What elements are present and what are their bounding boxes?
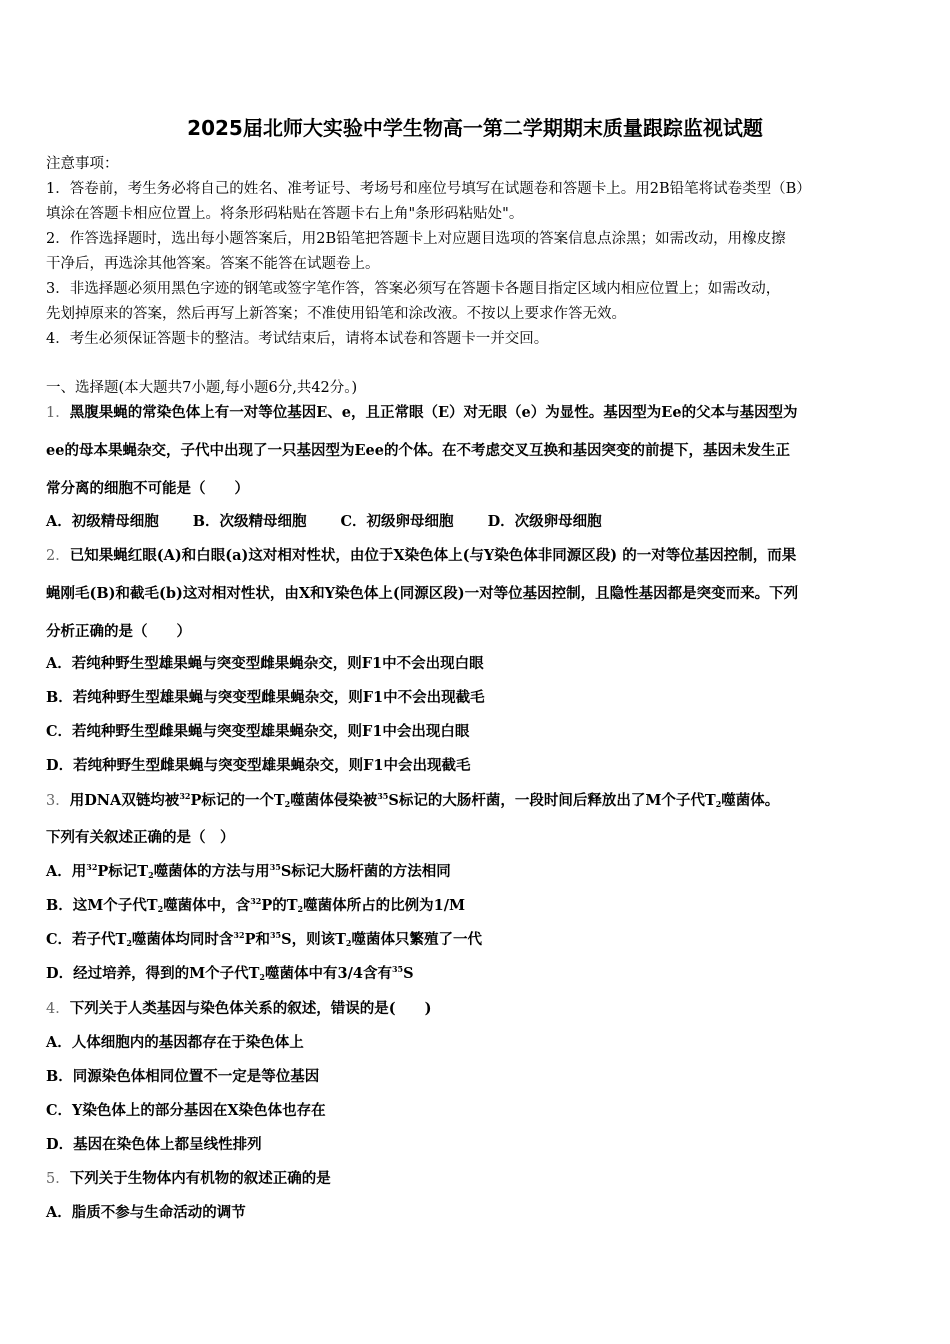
note-line: 2．作答选择题时，选出每小题答案后，用2B铅笔把答题卡上对应题目选项的答案信息点涂黑；如需改动，用橡皮擦 — [46, 231, 786, 247]
question-number: 3． — [46, 793, 70, 809]
text-part: C．若子代T — [46, 931, 127, 948]
isotope-sup: 32 — [250, 896, 262, 906]
question-text: 已知果蝇红眼(A)和白眼(a)这对相对性状，由位于X染色体上(与Y染色体非同源区段) 的一对等位基因控制，而果 — [69, 547, 797, 564]
exam-title: 2025届北师大实验中学生物高一第二学期期末质量跟踪监视试题 — [187, 116, 763, 140]
note-line: 3．非选择题必须用黑色字迹的钢笔或签字笔作答，答案必须写在答题卡各题目指定区域内相应位置上；如需改动， — [46, 281, 781, 297]
question-number: 5． — [46, 1171, 70, 1187]
note-line: 干净后，再选涂其他答案。答案不能答在试题卷上。 — [46, 256, 380, 272]
question-4-line — [46, 997, 916, 1018]
option-d[interactable]: D．基因在染色体上都呈线性排列 — [46, 1136, 262, 1153]
text-part: 噬菌体均同时含 — [131, 931, 234, 948]
question-text: 黑腹果蝇的常染色体上有一对等位基因E、e，且正常眼（E）对无眼（e）为显性。基因型为Ee的父本与基因型为 — [69, 404, 798, 421]
isotope-sup: 35 — [377, 791, 389, 801]
question-text: 蝇刚毛(B)和截毛(b)这对相对性状，由X和Y染色体上(同源区段)一对等位基因控制，且隐性基因都是突变而来。下列 — [46, 585, 799, 602]
text-part: P标记T — [97, 863, 149, 880]
question-3-line — [46, 789, 916, 810]
option-d[interactable]: D．次级卵母细胞 — [487, 513, 602, 530]
q1-options — [46, 510, 916, 531]
section-heading: 一、选择题(本大题共7小题,每小题6分,共42分。) — [46, 380, 358, 396]
option-b[interactable] — [46, 894, 916, 915]
subscript: 2 — [259, 972, 265, 982]
isotope-sup: 35 — [391, 964, 404, 974]
note-line: 先划掉原来的答案，然后再写上新答案；不准使用铅笔和涂改液。不按以上要求作答无效。 — [46, 306, 626, 322]
option-b[interactable]: B．次级精母细胞 — [192, 513, 307, 530]
option-a[interactable]: A．脂质不参与生命活动的调节 — [46, 1204, 246, 1221]
option-c[interactable]: C．若纯种野生型雌果蝇与突变型雄果蝇杂交，则F1中会出现白眼 — [46, 723, 470, 740]
option-b[interactable]: B．同源染色体相同位置不一定是等位基因 — [46, 1068, 320, 1085]
question-text: ee的母本果蝇杂交，子代中出现了一只基因型为Eee的个体。在不考虑交叉互换和基因突变的前提下，基因未发生正 — [46, 442, 790, 459]
subscript: 2 — [297, 904, 304, 914]
option-c[interactable]: C．初级卵母细胞 — [340, 513, 454, 530]
subscript: 2 — [148, 870, 154, 880]
notes-heading: 注意事项： — [46, 156, 119, 172]
option-d[interactable] — [46, 962, 916, 983]
option-b[interactable]: B．若纯种野生型雄果蝇与突变型雌果蝇杂交，则F1中不会出现截毛 — [46, 689, 485, 706]
isotope-sup: 32 — [179, 791, 191, 801]
text-part: 噬菌体只繁殖了一代 — [351, 931, 482, 948]
subscript: 2 — [345, 938, 352, 948]
text-part: P的T — [261, 897, 298, 914]
option-d[interactable]: D．若纯种野生型雌果蝇与突变型雄果蝇杂交，则F1中会出现截毛 — [46, 757, 471, 774]
text-part: 噬菌体中有3/4含有 — [265, 965, 392, 982]
question-text: 常分离的细胞不可能是（ ） — [46, 480, 249, 497]
text-part: S — [403, 965, 414, 982]
text-part: 噬菌体。 — [721, 792, 780, 809]
option-a[interactable]: A．人体细胞内的基因都存在于染色体上 — [46, 1034, 304, 1051]
question-1-line — [46, 401, 916, 422]
question-number: 2． — [46, 548, 70, 564]
question-5-line — [46, 1167, 916, 1188]
note-line: 4．考生必须保证答题卡的整洁。考试结束后，请将本试卷和答题卡一并交回。 — [46, 331, 549, 347]
isotope-sup: 32 — [86, 862, 98, 872]
text-part: 用DNA双链均被 — [69, 792, 180, 809]
isotope-sup: 35 — [269, 862, 281, 872]
isotope-sup: 35 — [269, 930, 282, 940]
question-text: 下列有关叙述正确的是（ ） — [46, 829, 235, 846]
option-a[interactable]: A．若纯种野生型雄果蝇与突变型雌果蝇杂交，则F1中不会出现白眼 — [46, 655, 484, 672]
question-text: 下列关于人类基因与染色体关系的叙述，错误的是( ) — [69, 1000, 432, 1017]
isotope-sup: 32 — [233, 930, 245, 940]
option-a[interactable] — [46, 860, 916, 881]
text-part: 噬菌体的方法与用 — [153, 863, 270, 880]
question-text: 分析正确的是（ ） — [46, 623, 191, 640]
option-c[interactable]: C．Y染色体上的部分基因在X染色体也存在 — [46, 1102, 326, 1119]
text-part: 噬菌体中，含 — [163, 897, 251, 914]
option-a[interactable]: A．初级精母细胞 — [46, 513, 159, 530]
text-part: D．经过培养，得到的M个子代T — [46, 965, 260, 982]
text-part: S标记大肠杆菌的方法相同 — [280, 863, 451, 880]
text-part: 噬菌体所占的比例为1/M — [303, 897, 466, 914]
note-line: 填涂在答题卡相应位置上。将条形码粘贴在答题卡右上角"条形码粘贴处"。 — [46, 206, 524, 222]
subscript: 2 — [284, 799, 291, 809]
subscript: 2 — [157, 904, 164, 914]
question-number: 4． — [46, 1001, 70, 1017]
question-number: 1． — [46, 405, 70, 421]
question-2-line — [46, 544, 916, 565]
text-part: 噬菌体侵染被 — [290, 792, 378, 809]
text-part: P标记的一个T — [190, 792, 285, 809]
text-part: A．用 — [46, 863, 87, 880]
text-part: S，则该T — [281, 931, 346, 948]
text-part: B．这M个子代T — [46, 897, 158, 914]
question-text: 下列关于生物体内有机物的叙述正确的是 — [69, 1170, 331, 1187]
text-part: S标记的大肠杆菌，一段时间后释放出了M个子代T — [388, 792, 716, 809]
note-line: 1．答卷前，考生务必将自己的姓名、准考证号、考场号和座位号填写在试题卷和答题卡上。用2B铅笔将试卷类型（B） — [46, 181, 811, 197]
option-c[interactable] — [46, 928, 916, 949]
text-part: P和 — [244, 931, 270, 948]
subscript: 2 — [126, 938, 132, 948]
subscript: 2 — [715, 799, 722, 809]
